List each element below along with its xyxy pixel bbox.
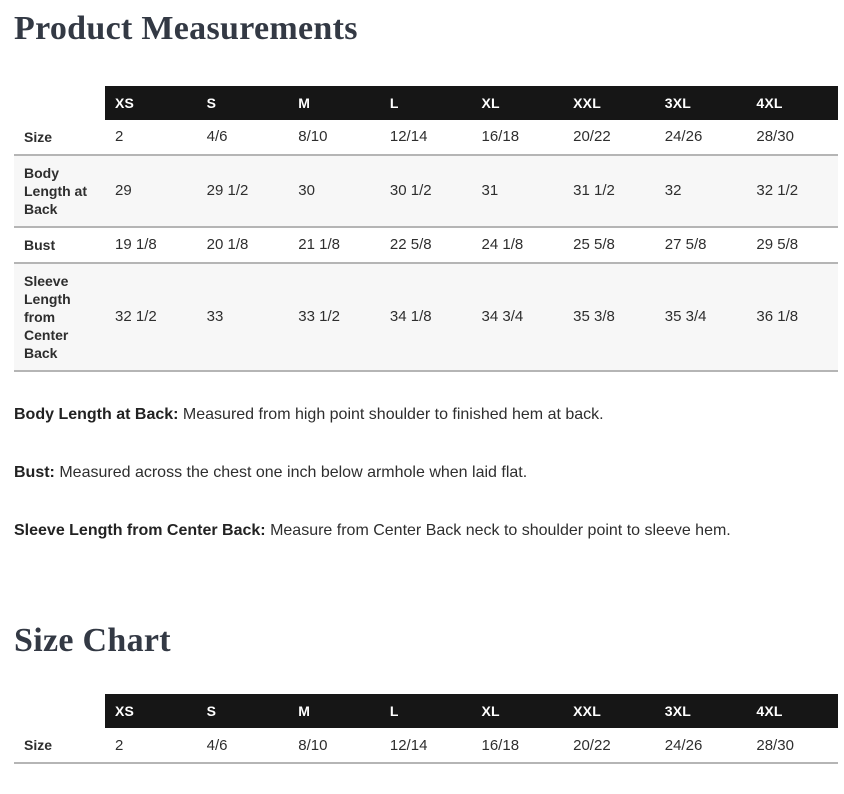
row-label: Sleeve Length from Center Back [24, 272, 71, 361]
column-header-xs: XS [105, 86, 197, 120]
table-row-sleeve-length [14, 263, 838, 371]
measurement-cell: 20/22 [573, 736, 611, 754]
measurement-cell: 20/22 [573, 128, 611, 145]
row-label: Body Length at Back [24, 164, 87, 217]
definition-text: Measured across the chest one inch below armhole when laid flat. [59, 463, 528, 481]
measurement-cell: 24 1/8 [481, 236, 524, 253]
measurement-cell: 33 1/2 [298, 308, 340, 325]
measurement-cell: 28/30 [756, 128, 794, 145]
measurement-cell: 22 5/8 [389, 236, 432, 253]
measurement-cell: 28/30 [756, 736, 794, 754]
measurement-cell: 2 [115, 736, 124, 754]
size-chart-title: Size Chart [14, 621, 171, 659]
definition-body-length [14, 400, 834, 430]
page-title: Product Measurements [14, 10, 358, 47]
measurements-table-header [14, 86, 838, 120]
column-header-m: M [288, 86, 380, 120]
row-label: Size [24, 737, 53, 753]
definition-bust [14, 458, 834, 488]
column-header-4xl: 4XL [746, 694, 838, 728]
measurement-cell: 25 5/8 [573, 236, 615, 253]
column-header-s: S [197, 86, 289, 120]
measurement-cell: 36 1/8 [756, 308, 799, 325]
column-header-m: M [288, 694, 380, 728]
definition-term: Bust: [14, 463, 55, 481]
column-header-xl: XL [472, 694, 564, 728]
measurement-cell: 29 [115, 182, 132, 199]
corner-cell [14, 86, 105, 120]
measurement-cell: 4/6 [206, 128, 228, 145]
measurement-cell: 31 [481, 182, 499, 199]
measurement-cell: 27 5/8 [664, 236, 707, 253]
measurement-cell: 16/18 [481, 736, 520, 754]
column-header-xl: XL [472, 86, 564, 120]
measurement-cell: 19 1/8 [115, 236, 157, 253]
measurement-cell: 20 1/8 [206, 236, 249, 253]
measurement-cell: 32 1/2 [756, 182, 799, 199]
measurement-cell: 12/14 [389, 128, 428, 145]
measurement-cell: 2 [115, 128, 124, 145]
definition-term: Sleeve Length from Center Back: [14, 521, 266, 539]
column-header-3xl: 3XL [655, 86, 747, 120]
column-header-l: L [380, 86, 472, 120]
size-chart-table [14, 694, 838, 764]
corner-cell [14, 694, 105, 728]
column-header-4xl: 4XL [746, 86, 838, 120]
measurement-cell: 35 3/8 [573, 308, 615, 325]
definition-term: Body Length at Back: [14, 405, 179, 423]
measurement-cell: 29 5/8 [756, 236, 799, 253]
table-row-body-length [14, 155, 838, 227]
measurement-cell: 24/26 [664, 128, 703, 145]
measurement-cell: 33 [206, 308, 224, 325]
row-label: Bust [24, 236, 56, 253]
measurement-cell: 29 1/2 [206, 182, 249, 199]
definition-sleeve-length [14, 516, 834, 546]
measurement-cell: 34 3/4 [481, 308, 524, 325]
measurement-cell: 30 [298, 182, 315, 199]
table-row-size [14, 120, 838, 155]
definition-text: Measured from high point shoulder to finished hem at back. [182, 405, 604, 423]
column-header-l: L [380, 694, 472, 728]
column-header-s: S [197, 694, 289, 728]
measurement-cell: 30 1/2 [389, 182, 432, 199]
measurement-cell: 12/14 [389, 736, 428, 754]
column-header-3xl: 3XL [655, 694, 747, 728]
size-chart-table-header [14, 694, 838, 728]
measurement-cell: 34 1/8 [389, 308, 432, 325]
measurement-cell: 8/10 [298, 736, 328, 754]
column-header-xxl: XXL [563, 694, 655, 728]
measurement-cell: 4/6 [206, 736, 228, 754]
measurement-cell: 24/26 [664, 736, 703, 754]
measurement-cell: 31 1/2 [573, 182, 615, 199]
column-header-xs: XS [105, 694, 197, 728]
measurement-definitions [14, 400, 834, 546]
measurement-cell: 32 [664, 182, 682, 199]
definition-text: Measure from Center Back neck to shoulder point to sleeve hem. [270, 521, 731, 539]
measurement-cell: 35 3/4 [664, 308, 707, 325]
table-row-bust [14, 227, 838, 263]
measurements-table [14, 86, 838, 372]
row-label: Size [24, 128, 53, 145]
measurement-cell: 32 1/2 [115, 308, 157, 325]
measurement-cell: 21 1/8 [298, 236, 340, 253]
measurement-cell: 8/10 [298, 128, 328, 145]
table-row-size [14, 728, 838, 763]
measurement-cell: 16/18 [481, 128, 520, 145]
column-header-xxl: XXL [563, 86, 655, 120]
